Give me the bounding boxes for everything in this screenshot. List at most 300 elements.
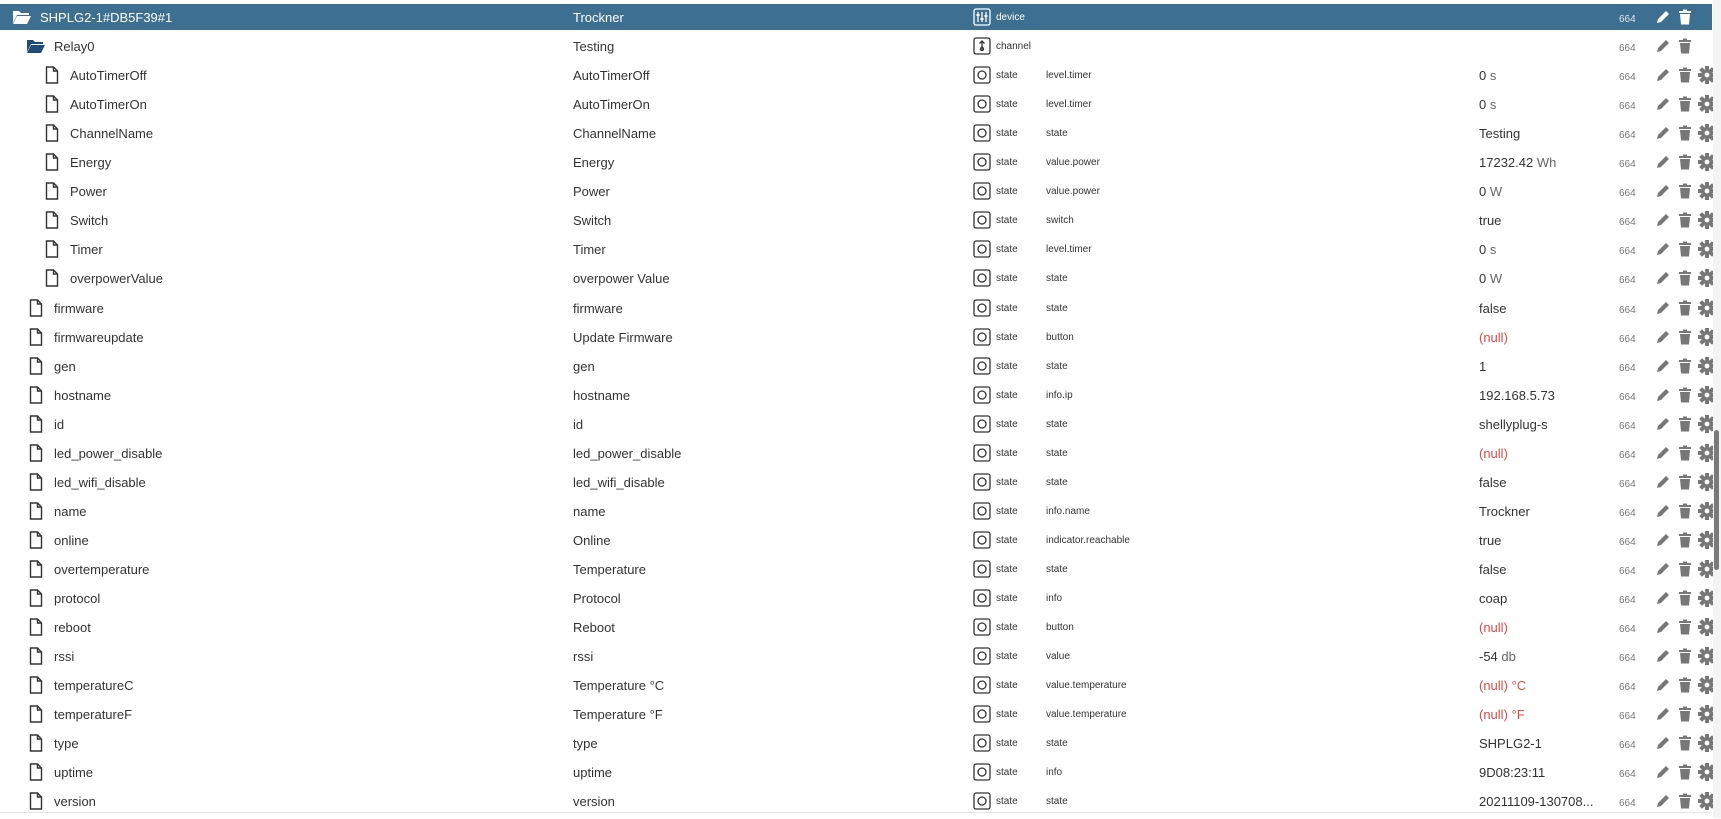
file-icon (26, 559, 46, 579)
file-icon (26, 704, 46, 724)
object-id-label: reboot (54, 619, 91, 635)
delete-trash-icon[interactable] (1674, 268, 1696, 288)
object-type-label: state (996, 708, 1018, 720)
object-value[interactable] (1479, 707, 1609, 722)
object-title[interactable]: Temperature °F (573, 706, 663, 722)
delete-trash-icon[interactable] (1674, 588, 1696, 608)
object-value[interactable] (1479, 475, 1609, 490)
object-type-cell (973, 589, 1018, 607)
delete-trash-icon[interactable] (1674, 385, 1696, 405)
delete-trash-icon[interactable] (1674, 791, 1696, 811)
object-title[interactable]: Temperature °C (573, 677, 665, 693)
tree-row[interactable] (0, 527, 1712, 553)
object-value-unit: s (1489, 241, 1497, 257)
object-role: state (1046, 302, 1068, 314)
folder-open-icon[interactable] (12, 7, 32, 27)
object-role: info.name (1046, 505, 1090, 517)
object-value-text: false (1479, 300, 1507, 316)
object-title[interactable]: version (573, 793, 615, 809)
object-type-cell (973, 647, 1018, 665)
object-value[interactable] (1479, 417, 1609, 432)
edit-pencil-icon[interactable] (1652, 530, 1674, 550)
object-type-label: state (996, 331, 1018, 343)
object-type-label: state (996, 592, 1018, 604)
object-title[interactable]: Reboot (573, 619, 615, 635)
vertical-scrollbar[interactable] (1713, 0, 1721, 818)
object-title[interactable]: led_wifi_disable (573, 474, 665, 490)
delete-trash-icon[interactable] (1674, 414, 1696, 434)
object-title[interactable]: firmware (573, 300, 623, 316)
edit-pencil-icon[interactable] (1652, 65, 1674, 85)
state-type-icon (973, 676, 991, 694)
row-actions (1652, 94, 1718, 114)
object-name-cell[interactable] (26, 385, 111, 405)
object-id-label: AutoTimerOn (70, 96, 147, 112)
tree-row[interactable] (0, 440, 1712, 466)
object-value-text: false (1479, 474, 1507, 490)
object-title[interactable]: id (573, 416, 584, 432)
row-actions (1652, 443, 1718, 463)
object-value-text: true (1479, 532, 1502, 548)
object-title[interactable]: Online (573, 532, 611, 548)
edit-pencil-icon[interactable] (1652, 268, 1674, 288)
state-type-icon (973, 415, 991, 433)
object-name-cell[interactable] (26, 356, 76, 376)
object-type-cell (973, 763, 1018, 781)
tree-row[interactable] (0, 265, 1712, 291)
object-name-cell[interactable] (12, 7, 172, 27)
object-name-cell[interactable] (26, 530, 89, 550)
object-name-cell[interactable] (42, 268, 163, 288)
delete-trash-icon[interactable] (1674, 733, 1696, 753)
object-type-label: state (996, 156, 1018, 168)
edit-pencil-icon[interactable] (1652, 356, 1674, 376)
object-value-unit: °C (1511, 677, 1527, 693)
edit-pencil-icon[interactable] (1652, 239, 1674, 259)
edit-pencil-icon[interactable] (1652, 327, 1674, 347)
state-type-icon (973, 328, 991, 346)
object-role: button (1046, 331, 1074, 343)
file-icon (42, 181, 62, 201)
object-acl: 664 (1619, 450, 1636, 461)
edit-pencil-icon[interactable] (1652, 501, 1674, 521)
edit-pencil-icon[interactable] (1652, 181, 1674, 201)
object-value[interactable] (1479, 533, 1609, 548)
object-id-label: Switch (70, 212, 109, 228)
object-value-text: -54 (1479, 648, 1498, 664)
state-type-icon (973, 182, 991, 200)
object-id-label: firmwareupdate (54, 329, 144, 345)
tree-row[interactable] (0, 498, 1712, 524)
row-actions (1652, 675, 1718, 695)
object-value[interactable] (1479, 765, 1609, 780)
object-value[interactable] (1479, 591, 1609, 606)
edit-pencil-icon[interactable] (1652, 152, 1674, 172)
object-type-label: state (996, 679, 1018, 691)
object-role: switch (1046, 214, 1074, 226)
tree-row[interactable] (0, 149, 1712, 175)
object-role: value.power (1046, 185, 1100, 197)
object-type-label: state (996, 766, 1018, 778)
object-acl: 664 (1619, 392, 1636, 403)
tree-row[interactable] (0, 236, 1712, 262)
object-id-label: Timer (70, 241, 103, 257)
object-value[interactable] (1479, 330, 1609, 345)
object-name-cell[interactable] (42, 65, 147, 85)
object-name-cell[interactable] (42, 210, 108, 230)
object-name-cell[interactable] (26, 762, 93, 782)
object-type-cell (973, 792, 1018, 810)
row-actions (1652, 298, 1718, 318)
delete-trash-icon[interactable] (1674, 559, 1696, 579)
tree-row[interactable] (0, 585, 1712, 611)
object-type-label: state (996, 447, 1018, 459)
object-type-cell (973, 299, 1018, 317)
delete-trash-icon[interactable] (1674, 356, 1696, 376)
object-type-cell (973, 124, 1018, 142)
object-value-text: 0 (1479, 270, 1487, 286)
object-name-cell[interactable] (26, 617, 91, 637)
object-type-cell (973, 66, 1018, 84)
object-value-unit: W (1489, 183, 1503, 199)
file-icon (26, 733, 46, 753)
object-name-cell[interactable] (26, 327, 144, 347)
delete-trash-icon[interactable] (1674, 7, 1696, 27)
object-acl: 664 (1619, 566, 1636, 577)
tree-row[interactable] (0, 672, 1712, 698)
object-acl: 664 (1619, 653, 1636, 664)
object-value-text: (null) (1479, 445, 1508, 461)
object-title[interactable]: AutoTimerOn (573, 96, 650, 112)
object-value[interactable] (1479, 649, 1609, 664)
delete-trash-icon[interactable] (1674, 65, 1696, 85)
edit-pencil-icon[interactable] (1652, 559, 1674, 579)
object-value[interactable] (1479, 301, 1609, 316)
row-actions (1652, 646, 1718, 666)
object-id-label: led_power_disable (54, 445, 163, 461)
tree-row[interactable] (0, 178, 1712, 204)
object-acl: 664 (1619, 624, 1636, 635)
file-icon (26, 327, 46, 347)
object-value[interactable] (1479, 620, 1609, 635)
tree-row[interactable] (0, 469, 1712, 495)
object-title[interactable]: overpower Value (573, 270, 670, 286)
object-title[interactable]: Temperature (573, 561, 646, 577)
delete-trash-icon[interactable] (1674, 762, 1696, 782)
object-value-text: 192.168.5.73 (1479, 387, 1555, 403)
row-actions (1652, 472, 1718, 492)
object-name-cell[interactable] (42, 94, 147, 114)
tree-row[interactable] (0, 91, 1712, 117)
object-id-label: hostname (54, 387, 112, 403)
object-value-text: SHPLG2-1 (1479, 735, 1542, 751)
tree-row[interactable] (0, 120, 1712, 146)
object-value[interactable] (1479, 359, 1609, 374)
object-value[interactable] (1479, 678, 1609, 693)
object-name-cell[interactable] (42, 181, 107, 201)
object-acl: 664 (1619, 769, 1636, 780)
object-value-text: 0 (1479, 67, 1487, 83)
file-icon (26, 385, 46, 405)
object-value[interactable] (1479, 213, 1609, 228)
object-acl: 664 (1619, 334, 1636, 345)
object-value-text: false (1479, 561, 1507, 577)
delete-trash-icon[interactable] (1674, 239, 1696, 259)
object-title[interactable]: type (573, 735, 598, 751)
delete-trash-icon[interactable] (1674, 123, 1696, 143)
object-value[interactable] (1479, 736, 1609, 751)
edit-pencil-icon[interactable] (1652, 675, 1674, 695)
object-role: indicator.reachable (1046, 534, 1130, 546)
file-icon (26, 530, 46, 550)
object-acl: 664 (1619, 188, 1636, 199)
tree-row[interactable] (0, 4, 1712, 30)
object-value-text: (null) (1479, 677, 1508, 693)
edit-pencil-icon[interactable] (1652, 210, 1674, 230)
tree-row[interactable] (0, 759, 1712, 785)
file-icon (42, 210, 62, 230)
folder-open-icon[interactable] (26, 36, 46, 56)
object-name-cell[interactable] (42, 123, 153, 143)
edit-pencil-icon[interactable] (1652, 123, 1674, 143)
object-id-label: rssi (54, 648, 75, 664)
object-name-cell[interactable] (26, 646, 74, 666)
object-type-label: state (996, 795, 1018, 807)
object-title[interactable]: Trockner (573, 9, 624, 25)
object-name-cell[interactable] (26, 298, 104, 318)
state-type-icon (973, 357, 991, 375)
object-title[interactable]: gen (573, 358, 595, 374)
object-type-label: state (996, 360, 1018, 372)
object-type-cell (973, 415, 1018, 433)
object-name-cell[interactable] (42, 239, 103, 259)
object-id-label: type (54, 735, 79, 751)
object-title[interactable]: ChannelName (573, 125, 657, 141)
file-icon (26, 472, 46, 492)
object-value[interactable] (1479, 446, 1609, 461)
object-value[interactable] (1479, 271, 1609, 286)
object-value[interactable] (1479, 504, 1609, 519)
object-value[interactable] (1479, 794, 1609, 809)
file-icon (26, 588, 46, 608)
object-title[interactable]: led_power_disable (573, 445, 682, 461)
object-type-cell (973, 473, 1018, 491)
object-name-cell[interactable] (26, 559, 149, 579)
edit-pencil-icon[interactable] (1652, 762, 1674, 782)
object-value[interactable] (1479, 68, 1609, 83)
scrollbar-thumb[interactable] (1714, 430, 1719, 570)
object-name-cell[interactable] (26, 472, 146, 492)
object-title[interactable]: Testing (573, 38, 615, 54)
tree-row[interactable] (0, 411, 1712, 437)
object-name-cell[interactable] (26, 443, 162, 463)
object-type-cell (973, 211, 1018, 229)
object-title[interactable]: uptime (573, 764, 613, 780)
delete-trash-icon[interactable] (1674, 704, 1696, 724)
file-icon (26, 356, 46, 376)
object-acl: 664 (1619, 275, 1636, 286)
object-type-label: state (996, 476, 1018, 488)
object-type-cell (973, 182, 1018, 200)
object-name-cell[interactable] (26, 36, 94, 56)
object-name-cell[interactable] (26, 501, 87, 521)
object-name-cell[interactable] (26, 588, 100, 608)
edit-pencil-icon[interactable] (1652, 704, 1674, 724)
object-value-unit: s (1489, 67, 1497, 83)
object-type-cell (973, 269, 1018, 287)
delete-trash-icon[interactable] (1674, 443, 1696, 463)
edit-pencil-icon[interactable] (1652, 646, 1674, 666)
object-type-label: state (996, 302, 1018, 314)
device-type-icon (973, 8, 991, 26)
file-icon (26, 443, 46, 463)
object-value[interactable] (1479, 126, 1609, 141)
tree-row[interactable] (0, 62, 1712, 88)
state-type-icon (973, 792, 991, 810)
edit-pencil-icon[interactable] (1652, 472, 1674, 492)
object-role: state (1046, 447, 1068, 459)
edit-pencil-icon[interactable] (1652, 414, 1674, 434)
tree-row[interactable] (0, 295, 1712, 321)
object-value-unit: db (1501, 648, 1516, 664)
file-icon (26, 791, 46, 811)
row-actions (1652, 65, 1718, 85)
object-name-cell[interactable] (26, 704, 132, 724)
state-type-icon (973, 560, 991, 578)
object-title[interactable]: Energy (573, 154, 615, 170)
row-actions (1652, 762, 1718, 782)
edit-pencil-icon[interactable] (1652, 791, 1674, 811)
object-title[interactable]: Protocol (573, 590, 621, 606)
tree-row[interactable] (0, 207, 1712, 233)
object-value[interactable] (1479, 242, 1609, 257)
edit-pencil-icon[interactable] (1652, 617, 1674, 637)
object-value[interactable] (1479, 184, 1609, 199)
row-actions (1652, 7, 1696, 27)
object-type-label: state (996, 650, 1018, 662)
object-value-text: 9D08:23:11 (1479, 764, 1546, 780)
object-title[interactable]: Timer (573, 241, 606, 257)
edit-pencil-icon[interactable] (1652, 385, 1674, 405)
object-name-cell[interactable] (26, 733, 79, 753)
edit-pencil-icon[interactable] (1652, 7, 1674, 27)
object-name-cell[interactable] (26, 675, 133, 695)
edit-pencil-icon[interactable] (1652, 36, 1674, 56)
object-title[interactable]: Update Firmware (573, 329, 673, 345)
object-title[interactable]: AutoTimerOff (573, 67, 650, 83)
object-type-label: state (996, 737, 1018, 749)
tree-row[interactable] (0, 730, 1712, 756)
object-id-label: temperatureF (54, 706, 133, 722)
tree-row[interactable] (0, 701, 1712, 727)
edit-pencil-icon[interactable] (1652, 298, 1674, 318)
object-title[interactable]: Switch (573, 212, 612, 228)
object-acl: 664 (1619, 508, 1636, 519)
tree-row[interactable] (0, 353, 1712, 379)
object-id-label: id (54, 416, 65, 432)
delete-trash-icon[interactable] (1674, 94, 1696, 114)
state-type-icon (973, 240, 991, 258)
tree-row[interactable] (0, 614, 1712, 640)
edit-pencil-icon[interactable] (1652, 588, 1674, 608)
object-title[interactable]: hostname (573, 387, 631, 403)
tree-row[interactable] (0, 556, 1712, 582)
object-id-label: firmware (54, 300, 104, 316)
edit-pencil-icon[interactable] (1652, 733, 1674, 753)
edit-pencil-icon[interactable] (1652, 94, 1674, 114)
object-value[interactable] (1479, 388, 1609, 403)
object-acl: 664 (1619, 217, 1636, 228)
object-type-label: state (996, 214, 1018, 226)
delete-trash-icon[interactable] (1674, 181, 1696, 201)
object-acl: 664 (1619, 305, 1636, 316)
object-id-label: Relay0 (54, 38, 95, 54)
tree-row[interactable] (0, 643, 1712, 669)
object-value[interactable] (1479, 562, 1609, 577)
object-value[interactable] (1479, 97, 1609, 112)
object-type-label: state (996, 98, 1018, 110)
delete-trash-icon[interactable] (1674, 472, 1696, 492)
object-role: value.power (1046, 156, 1100, 168)
object-acl: 664 (1619, 421, 1636, 432)
delete-trash-icon[interactable] (1674, 675, 1696, 695)
object-type-label: state (996, 389, 1018, 401)
state-type-icon (973, 531, 991, 549)
edit-pencil-icon[interactable] (1652, 443, 1674, 463)
object-value-text: 17232.42 (1479, 154, 1534, 170)
object-name-cell[interactable] (26, 791, 96, 811)
object-type-label: state (996, 69, 1018, 81)
row-actions (1652, 239, 1718, 259)
object-role: info.ip (1046, 389, 1073, 401)
delete-trash-icon[interactable] (1674, 617, 1696, 637)
object-type-cell (973, 153, 1018, 171)
row-actions (1652, 733, 1718, 753)
object-id-label: Power (70, 183, 107, 199)
tree-row[interactable] (0, 382, 1712, 408)
object-title[interactable]: name (573, 503, 606, 519)
object-value-unit: °F (1511, 706, 1525, 722)
row-actions (1652, 414, 1718, 434)
delete-trash-icon[interactable] (1674, 530, 1696, 550)
object-role: state (1046, 418, 1068, 430)
object-name-cell[interactable] (26, 414, 64, 434)
object-name-cell[interactable] (42, 152, 111, 172)
delete-trash-icon[interactable] (1674, 298, 1696, 318)
object-role: state (1046, 476, 1068, 488)
delete-trash-icon[interactable] (1674, 210, 1696, 230)
object-id-label: Energy (70, 154, 112, 170)
delete-trash-icon[interactable] (1674, 327, 1696, 347)
delete-trash-icon[interactable] (1674, 152, 1696, 172)
tree-row[interactable] (0, 324, 1712, 350)
file-icon (26, 646, 46, 666)
delete-trash-icon[interactable] (1674, 36, 1696, 56)
object-title[interactable]: Power (573, 183, 610, 199)
tree-row[interactable] (0, 33, 1712, 59)
delete-trash-icon[interactable] (1674, 646, 1696, 666)
object-value[interactable] (1479, 155, 1609, 170)
file-icon (42, 123, 62, 143)
delete-trash-icon[interactable] (1674, 501, 1696, 521)
object-title[interactable]: rssi (573, 648, 594, 664)
object-type-cell (973, 734, 1018, 752)
object-id-label: overtemperature (54, 561, 150, 577)
object-id-label: temperatureC (54, 677, 134, 693)
object-role: value.temperature (1046, 679, 1127, 691)
tree-row[interactable] (0, 788, 1712, 814)
object-type-cell (973, 618, 1018, 636)
